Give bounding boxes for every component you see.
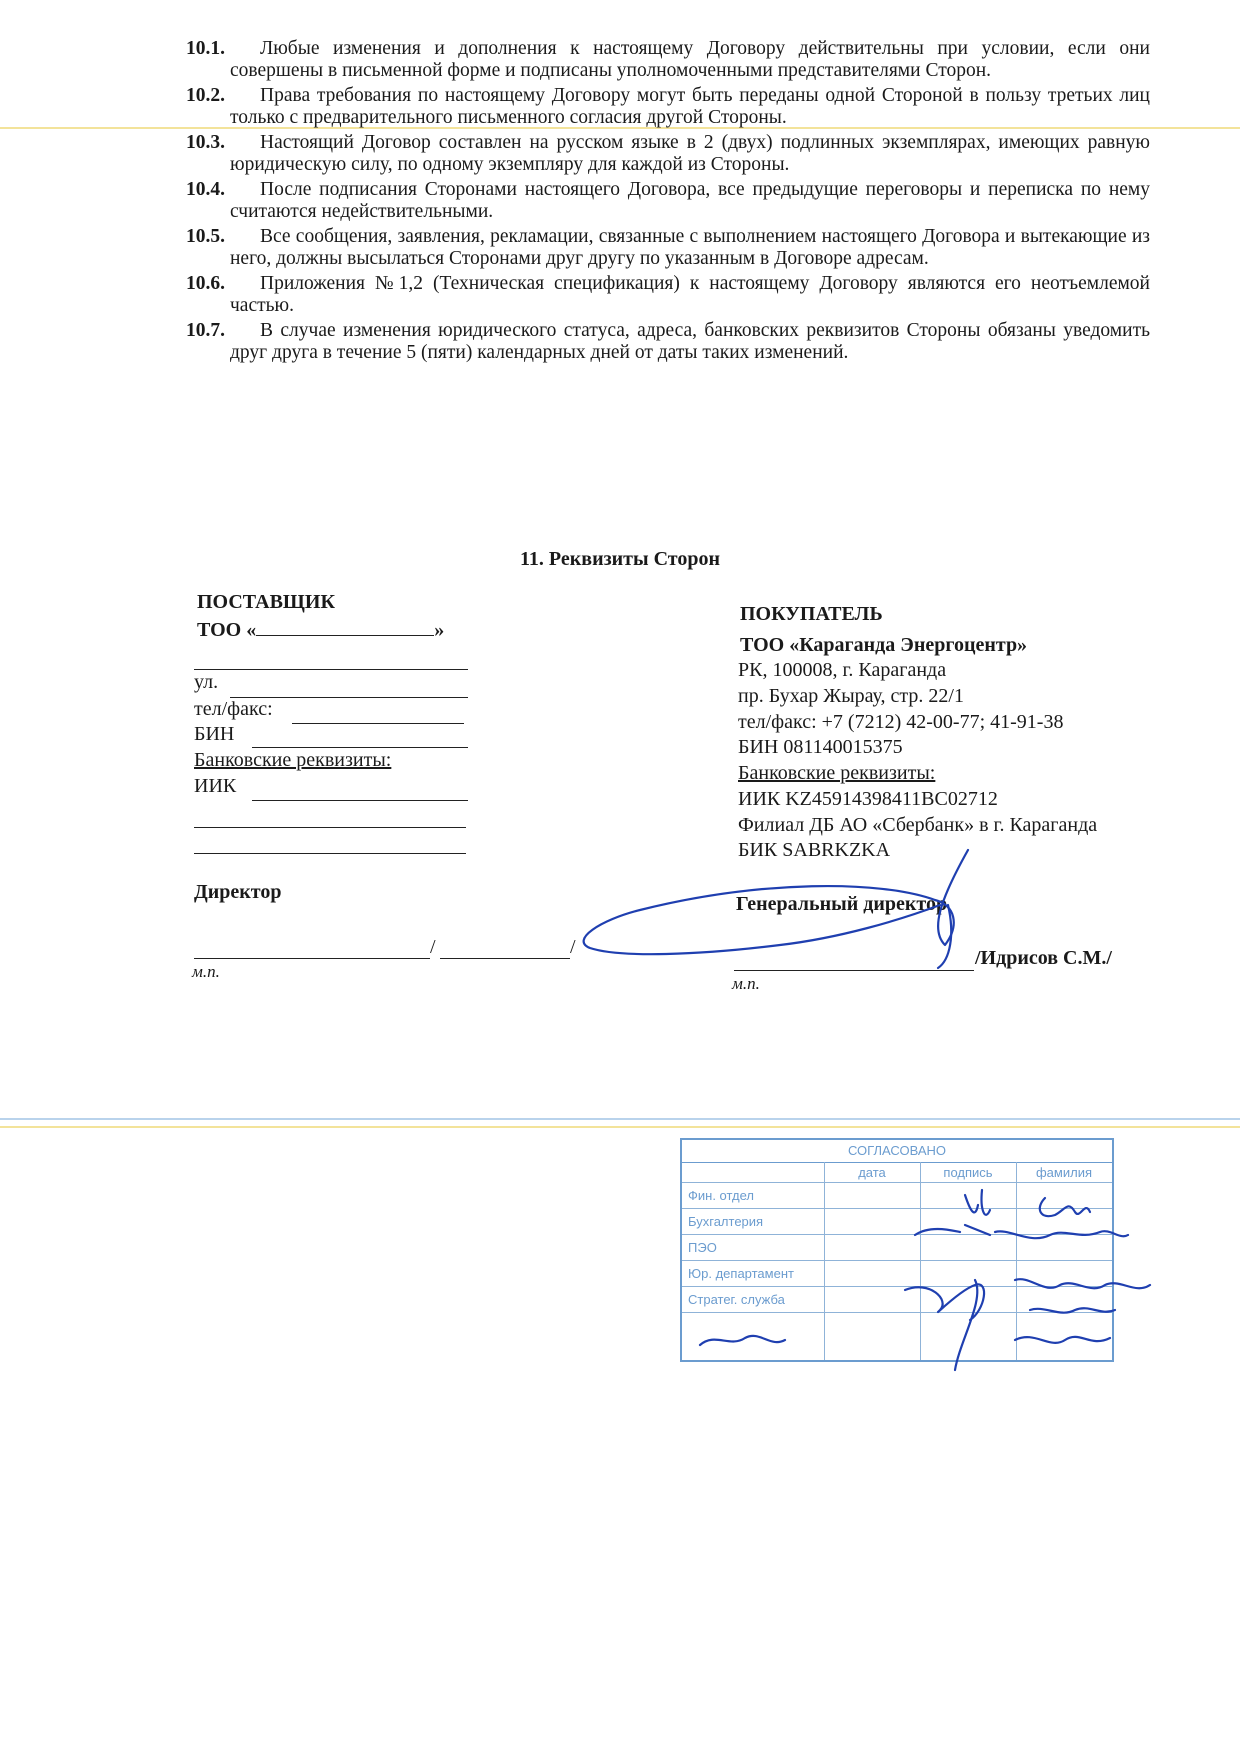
stamp-signature bbox=[700, 1336, 785, 1345]
clause-number: 10.3. bbox=[186, 132, 225, 153]
buyer-heading: ПОКУПАТЕЛЬ bbox=[740, 603, 883, 625]
stamp-title: СОГЛАСОВАНО bbox=[682, 1140, 1112, 1163]
buyer-bin: БИН 081140015375 bbox=[738, 736, 903, 758]
clause-number: 10.2. bbox=[186, 85, 225, 106]
stamp-row-label: Юр. департамент bbox=[688, 1266, 794, 1281]
supplier-heading: ПОСТАВЩИК bbox=[197, 591, 335, 613]
clause-number: 10.1. bbox=[186, 38, 225, 59]
clause-number: 10.7. bbox=[186, 320, 225, 341]
director-signature bbox=[584, 850, 968, 954]
section-title: 11. Реквизиты Сторон bbox=[520, 548, 720, 570]
supplier-bank-label: Банковские реквизиты: bbox=[194, 749, 392, 771]
buyer-bik: БИК SABRKZKA bbox=[738, 839, 891, 861]
slash: / bbox=[570, 936, 576, 958]
buyer-address-2: пр. Бухар Жырау, стр. 22/1 bbox=[738, 685, 964, 707]
stamp-signature bbox=[1015, 1279, 1150, 1288]
stamp-signature bbox=[915, 1225, 1128, 1238]
supplier-bin: БИН bbox=[194, 723, 235, 745]
stamp-signature bbox=[965, 1190, 990, 1215]
supplier-iik: ИИК bbox=[194, 775, 237, 797]
clause-number: 10.6. bbox=[186, 273, 225, 294]
clause-number: 10.5. bbox=[186, 226, 225, 247]
stamp-signature bbox=[1030, 1308, 1115, 1312]
supplier-stamp-place: м.п. bbox=[192, 962, 220, 981]
clause-text: Все сообщения, заявления, рекламации, связанные с выполнением настоящего Договора и вытекающие из него, должны высылаться Сторонами друг другу по указанным в Договоре адресам. bbox=[230, 226, 1150, 269]
stamp-col-signature: подпись bbox=[943, 1165, 993, 1180]
stamp-row-label: Стратег. служба bbox=[688, 1292, 785, 1307]
supplier-phone: тел/факс: bbox=[194, 698, 273, 720]
clause-text: В случае изменения юридического статуса, адреса, банковских реквизитов Стороны обязаны уведомить друг друга в течение 5 (пяти) календарных дней от даты таких изменений. bbox=[230, 320, 1150, 363]
buyer-signer-title: Генеральный директор bbox=[736, 893, 948, 915]
buyer-stamp-place: м.п. bbox=[732, 974, 760, 993]
stamp-signature bbox=[905, 1280, 984, 1370]
clause-text: После подписания Сторонами настоящего Договора, все предыдущие переговоры и переписка по нему считаются недействительными. bbox=[230, 179, 1150, 222]
buyer-bank-name: Филиал ДБ АО «Сбербанк» в г. Караганда bbox=[738, 814, 1098, 836]
buyer-address-1: РК, 100008, г. Караганда bbox=[738, 659, 947, 681]
clause-text: Настоящий Договор составлен на русском языке в 2 (двух) подлинных экземплярах, имеющих равную юридическую силу, по одному экземпляру для каждой из Стороны. bbox=[230, 132, 1150, 175]
clause-text: Приложения №1,2 (Техническая спецификация) к настоящему Договору являются его неотъемлемой частью. bbox=[230, 273, 1150, 316]
buyer-org: ТОО «Караганда Энергоцентр» bbox=[740, 634, 1028, 656]
stamp-row-label: Фин. отдел bbox=[688, 1188, 754, 1203]
slash: / bbox=[430, 936, 436, 958]
stamp-signature bbox=[1015, 1337, 1110, 1343]
buyer-bank-label: Банковские реквизиты: bbox=[738, 762, 936, 784]
clause-number: 10.4. bbox=[186, 179, 225, 200]
stamp-col-surname: фамилия bbox=[1035, 1165, 1092, 1180]
buyer-iik: ИИК KZ45914398411BC02712 bbox=[738, 788, 998, 810]
buyer-signer-name: /Идрисов С.М./ bbox=[975, 947, 1112, 969]
stamp-row-label: Бухгалтерия bbox=[688, 1214, 764, 1229]
clause-text: Права требования по настоящему Договору могут быть переданы одной Стороной в пользу третьих лиц только с предварительного письменного согласия другой Стороны. bbox=[230, 85, 1150, 128]
stamp-row-label: ПЭО bbox=[688, 1240, 717, 1255]
stamp-col-date: дата bbox=[858, 1165, 886, 1180]
supplier-org: ТОО « » bbox=[197, 619, 445, 641]
clause-text: Любые изменения и дополнения к настоящему Договору действительны при условии, если они совершены в письменной форме и подписаны уполномоченными представителями Сторон. bbox=[230, 38, 1150, 81]
buyer-phone: тел/факс: +7 (7212) 42-00-77; 41-91-38 bbox=[738, 711, 1064, 733]
supplier-signer-title: Директор bbox=[194, 881, 282, 903]
supplier-street: ул. bbox=[194, 671, 219, 693]
stamp-signature bbox=[1040, 1198, 1090, 1216]
